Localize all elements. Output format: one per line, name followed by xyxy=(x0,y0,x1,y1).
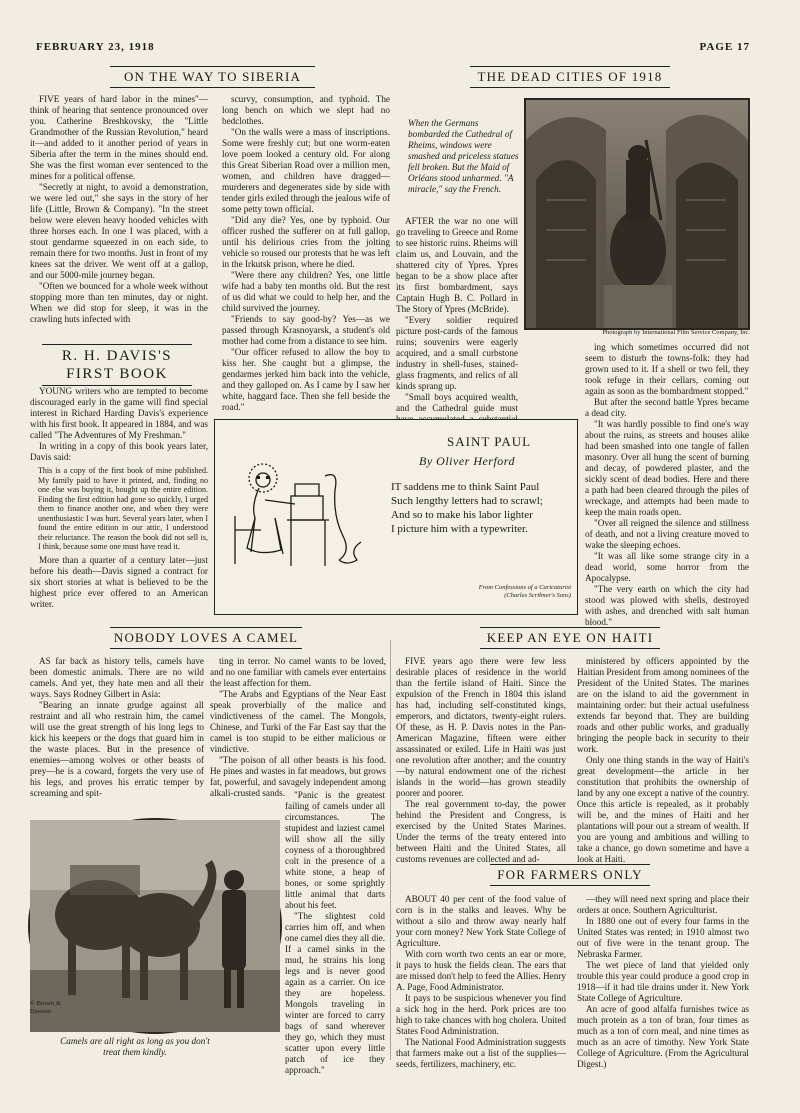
davis-paragraph: In writing in a copy of this book years later, Davis said: xyxy=(30,441,208,462)
camel-paragraph: "The Arabs and Egyptians of the Near East speak proverbially of the malice and vindictiveness of the camel. The Mongols, Chinese, and Turki of the Far East say that the camel is too stupid to be either malicious or vindictive. xyxy=(210,689,386,754)
deadcities-paragraph: "It was hardly possible to find one's way about the ruins, as streets and houses alike had been smashed into one tangle of fallen masonry. Over all hung the scent of burning and decay, of powdered plaster, and the sickly scent of dead bodies. Here and there a path had been cleared through the piles of wreckage, and attempts had been made to keep the main roads open. xyxy=(585,419,749,517)
deadcities-paragraph: "Over all reigned the silence and stillness of death, and not a living creature moved to wake the sleeping echoes. xyxy=(585,518,749,550)
page-date: FEBRUARY 23, 1918 xyxy=(36,41,155,53)
camel-paragraph: "Bearing an innate grudge against all restraint and all who restrain him, the camel will use the great strength of his long legs to kick his keepers or the dogs that guard him in the waste places. But in the presence of enemies—among wolves or other beasts of prey—he is a coward, forgets the very use of his legs, and proves his erratic temper by screaming and spit- xyxy=(30,700,204,798)
camel-paragraph: "Panic is the greatest failing of camels under all circumstances. The stupidest and laziest camel will show all the silly coyness of a thoroughbred colt in the presence of a white stone, a heap of bones, or some sprightly little animal that darts about his feet. xyxy=(285,790,385,910)
davis-column xyxy=(30,386,208,618)
deadcities-column-1 xyxy=(396,216,518,416)
camel-paragraph: "The slightest cold carries him off, and when one camel dies they all die. If a camel sinks in the mud, he strains his long legs and is never good again as a carrier. On ice they are hopeless. Mongols traveling in winter are forced to carry bags of sand wherever they go, which they must scatter upon every little patch of ice they approach." xyxy=(285,911,386,1075)
camel-column-3 xyxy=(285,790,386,1075)
farmers-paragraph: —they will need next spring and place their orders at once. Southern Agriculturist. xyxy=(577,894,749,915)
farmers-paragraph: With corn worth two cents an ear or more, it pays to husk the fields clean. The ears that are missed don't help to feed the Allies. Henry A. Page, Food Administrator. xyxy=(396,949,566,992)
camel-photo-credit: © Brown & Dawson xyxy=(30,1000,61,1015)
column-divider xyxy=(390,640,391,1060)
davis-headline: R. H. DAVIS'S FIRST BOOK xyxy=(42,344,192,386)
credit-line: (Charles Scribner's Sons) xyxy=(504,592,571,599)
poem-line: IT saddens me to think Saint Paul xyxy=(391,481,540,493)
haiti-paragraph: Only one thing stands in the way of Haiti's great development—the article in her constitution that prohibits the ownership of land by any one except a native of the country. Once this article is repealed, as it probably will be, and the mines of Haiti and her plantations will pour out a stream of wealth. If you are young and ambitious and willing to take a chance, go down sometime and have a look at Haiti. xyxy=(577,755,749,864)
saint-paul-credit xyxy=(421,584,571,600)
rheims-photo-credit: Photograph by International Film Service Company, Inc. xyxy=(602,329,750,336)
saint-paul-poem xyxy=(391,480,567,536)
camel-headline: NOBODY LOVES A CAMEL xyxy=(110,627,302,649)
deadcities-paragraph: But after the second battle Ypres became a dead city. xyxy=(585,397,749,418)
farmers-paragraph: An acre of good alfalfa furnishes twice as much protein as a ton of bran, four times as much as a ton of corn meal, and nine times as much as an acre of timothy. New York State College of Agriculture. (From the Agricultural Digest.) xyxy=(577,1004,749,1069)
deadcities-paragraph: "The very earth on which the city had stood was plowed with shells, destroyed with ashes, and drenched with salt human blood." xyxy=(585,584,749,627)
siberia-column-2 xyxy=(222,94,390,416)
siberia-paragraph: scurvy, consumption, and typhoid. The long bench on which we slept had no bedclothes. xyxy=(222,94,390,126)
deadcities-paragraph: "Every soldier required picture post-cards of the famous ruins; souvenirs were eagerly acquired, and a small curbstone industry in shell-fuses, stained-glass fragments, and relics of all kinds sprang up. xyxy=(396,315,518,391)
siberia-paragraph: "Our officer refused to allow the boy to kiss her. She caught but a glimpse, the gendarmes jerked him back into the vehicle, and they galloped on. As I came by I saw her white, haggard face. Then she fell beside the road." xyxy=(222,347,390,412)
poem-line: And so to make his labor lighter xyxy=(391,509,533,521)
haiti-paragraph: The real government to-day, the power behind the President and Congress, is exercised by the United States Marines. Under the terms of the treaty entered into between Haiti and the United States, all customs revenues are collected and ad- xyxy=(396,799,566,864)
camel-column-2 xyxy=(210,656,386,798)
siberia-paragraph: "Often we bounced for a whole week without stopping more than ten minutes, day or night. When we did stop for sleep, it was in the crawling huts infected with xyxy=(30,281,208,324)
poem-line: I picture him with a typewriter. xyxy=(391,523,528,535)
farmers-column-1 xyxy=(396,894,566,1069)
haiti-column-1 xyxy=(396,656,566,864)
farmers-paragraph: It pays to be suspicious whenever you find a sick hog in the herd. Pork prices are too high to take chances with hog cholera. United States Food Administration. xyxy=(396,993,566,1036)
deadcities-paragraph: "Small boys acquired wealth, and the Cathedral guide must xyxy=(396,392,518,413)
farmers-headline: FOR FARMERS ONLY xyxy=(490,864,650,886)
camel-paragraph: AS far back as history tells, camels have been domestic animals. There are no wild camels. And yet, they hate men and all their ways. Says Rodney Gilbert in Asia: xyxy=(30,656,204,699)
siberia-paragraph: "Friends to say good-by? Yes—as we passed through Krasnoyarsk, a student's old mother had come from a distance to see him. xyxy=(222,314,390,346)
camel-paragraph: ting in terror. No camel wants to be loved, and no one familiar with camels ever entertains the least affection for them. xyxy=(210,656,386,688)
credit-line: From Confessions of a Caricaturist xyxy=(478,584,571,591)
camel-caption: Camels are all right as long as you don't treat them kindly. xyxy=(60,1036,210,1057)
farmers-paragraph: The wet piece of land that yielded only trouble this year could produce a good crop in 1918—if it had tile drains under it. New York State College of Agriculture. xyxy=(577,960,749,1003)
saint-paul-title: SAINT PAUL xyxy=(447,434,532,449)
farmers-column-2 xyxy=(577,894,749,1069)
siberia-paragraph: FIVE years of hard labor in the mines"—think of hearing that sentence pronounced over you. Catherine Breshkovsky, the "Little Grandmother of the Russian Revolution," heard it—and added to it another period of years in Siberia after the term in the mines should end. She was the first woman ever sentenced to the mines for a political offense. xyxy=(30,94,208,181)
camel-paragraph: "The poison of all other beasts is his food. He pines and wastes in fat meadows, but grows fat, powerful, and savagely independent among alkali-crusted sands. xyxy=(210,755,386,798)
rheims-cathedral-photo xyxy=(524,98,750,330)
siberia-column-1 xyxy=(30,94,208,344)
siberia-paragraph: "On the walls were a mass of inscriptions. Some were freshly cut; but one worm-eaten love poem looked a century old. For along this Great Siberian Road over a million men, women, and children have dragged—murderers and degenerates side by side with tender girls exiled through the jealous wife of some petty town official. xyxy=(222,127,390,214)
deadcities-paragraph: AFTER the war no one will go traveling to Greece and Rome to see historic ruins. Rheims will claim us, and Louvain, and the shattered city of Ypres. Ypres began to be a show place after its first bombardment, says Captain Hugh B. C. Pollard in The Story of Ypres (McBride). xyxy=(396,216,518,314)
haiti-column-2 xyxy=(577,656,749,864)
camel-column-1 xyxy=(30,656,204,818)
saint-paul-typewriter-cartoon xyxy=(221,456,381,574)
deadcities-paragraph: ing which sometimes occurred did not seem to disturb the towns-folk: they had grown used to it. If a shell or two fell, they took refuge in their cellars, coming out again as soon as the bombardment stopped." xyxy=(585,342,749,396)
siberia-paragraph: "Secretly at night, to avoid a demonstration, we were led out," she says in the story of her life (Little, Brown & Company). "In the street below were eleven heavy hooded vehicles with three horses each. In one I was placed, with a stout gendarme squeezed in on each side, to remain there for two months. Just in front of my knees sat the driver. We went off at a gallop, and our 5000-mile journey began. xyxy=(30,182,208,280)
farmers-paragraph: ABOUT 40 per cent of the food value of corn is in the stalks and leaves. Why be without a silo and throw away nearly half your corn money? New York State College of Agriculture. xyxy=(396,894,566,948)
haiti-paragraph: ministered by officers appointed by the Haitian President from among nominees of the President of the United States. The marines are on the island to aid the government in maintaining order: but their actual usefulness extends far beyond that. They are building roads and other public works, and gradually bringing the people back in security to their work. xyxy=(577,656,749,754)
saint-paul-author: By Oliver Herford xyxy=(419,454,516,468)
siberia-headline: ON THE WAY TO SIBERIA xyxy=(110,66,315,88)
davis-quote: This is a copy of the first book of mine published. My family paid to have it printed, and, finding no one else was buying it, bought up the entire edition. Finding the first edition had gone so quickly, I urged them to finance another one, and when they were unenthusiastic I was hurt. Several years later, when I found the entire edition in our attic, I understood their reluctance. The reason the book did not sell is, I think, because some one must have read it. xyxy=(38,466,208,551)
davis-paragraph: More than a quarter of a century later—just before his death—Davis signed a contract for six short stories at what is believed to be the highest price ever offered to an American writer. xyxy=(30,554,208,609)
deadcities-column-2 xyxy=(585,342,749,627)
davis-paragraph: YOUNG writers who are tempted to become discouraged early in the game will find special interest in Richard Harding Davis's experience with his first book. It appeared in 1884, and was called "The Adventures of My Freshman." xyxy=(30,386,208,440)
page-number: PAGE 17 xyxy=(699,41,750,53)
deadcities-headline: THE DEAD CITIES OF 1918 xyxy=(470,66,670,88)
siberia-paragraph: "Did any die? Yes, one by typhoid. Our officer rushed the sufferer on at full gallop, until his delirious cries from the jolting vehicle so roused our protests that he was left in the Irkutsk prison, where he died. xyxy=(222,215,390,269)
deadcities-paragraph: "It was all like some strange city in a dead world, some horror from the Apocalypse. xyxy=(585,551,749,583)
rheims-caption: When the Germans bombarded the Cathedral of Rheims, windows were smashed and priceless statues fell broken. But the Maid of Orléans stood unharmed. "A miracle," say the French. xyxy=(408,118,519,194)
joan-of-arc-statue-image xyxy=(526,100,748,328)
farmers-paragraph: The National Food Administration suggests that farmers make out a list of the supplies—seeds, fertilizers, machinery, etc. xyxy=(396,1037,566,1069)
haiti-paragraph: FIVE years ago there were few less desirable places of residence in the world than the fertile island of Haiti. Since the expulsion of the French in 1804 this island has had, including self-constituted kings, emperors, and dictators, twenty-eight rulers. Of these, as H. P. Davis notes in the Pan-American Magazine, fifteen were either assassinated or exiled. Life in Haiti was just one revolution after another; and the country—by natural endowment one of the richest islands in the world—has grown steadily poorer and poorer. xyxy=(396,656,566,798)
farmers-paragraph: In 1880 one out of every four farms in the United States was rented; in 1910 almost two out of five were in the tenant group. The Nebraska Farmer. xyxy=(577,916,749,959)
saint-paul-box xyxy=(214,419,578,615)
haiti-headline: KEEP AN EYE ON HAITI xyxy=(480,627,660,649)
siberia-paragraph: "Were there any children? Yes, one little wife had a baby ten months old. But the rest of us did what we could to help her, and the child survived the journey. xyxy=(222,270,390,313)
poem-line: Such lengthy letters had to scrawl; xyxy=(391,495,543,507)
